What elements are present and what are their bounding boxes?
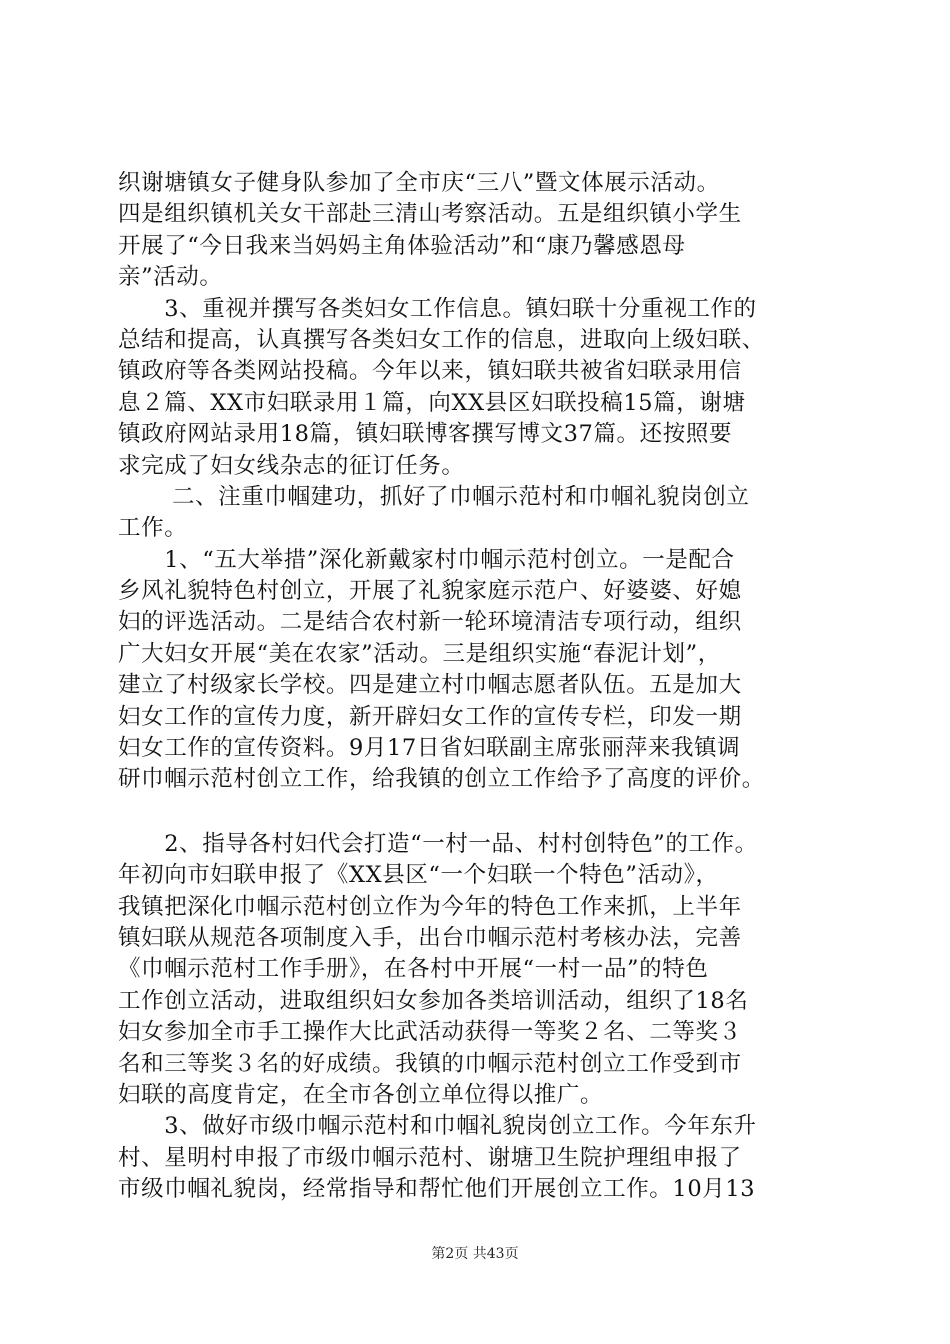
document-body	[118, 168, 834, 1206]
text-line: 镇妇联从规范各项制度入手，出台巾帼示范村考核办法，完善	[118, 924, 742, 951]
text-line: 3、重视并撰写各类妇女工作信息。镇妇联十分重视工作的	[118, 295, 757, 322]
text-line: 息２篇、XX市妇联录用１篇，向XX县区妇联投稿15篇，谢塘	[118, 389, 746, 416]
text-line: 镇政府等各类网站投稿。今年以来，镇妇联共被省妇联录用信	[118, 358, 742, 385]
text-line: 求完成了妇女线杂志的征订任务。	[118, 452, 465, 479]
text-line: 年初向市妇联申报了《XX县区“一个妇联一个特色”活动》，	[118, 862, 719, 889]
text-line: 广大妇女开展“美在农家”活动。三是组织实施“春泥计划”，	[118, 640, 721, 667]
text-line: 村、星明村申报了市级巾帼示范村、谢塘卫生院护理组申报了	[118, 1144, 742, 1171]
text-block-1	[118, 168, 834, 796]
text-line: 二、注重巾帼建功，抓好了巾帼示范村和巾帼礼貌岗创立	[118, 483, 750, 510]
text-line: 《巾帼示范村工作手册》，在各村中开展“一村一品”的特色	[118, 956, 709, 983]
text-line: 镇政府网站录用18篇，镇妇联博客撰写博文37篇。还按照要	[118, 421, 733, 448]
text-line: 亲”活动。	[118, 264, 223, 291]
text-line: 妇女参加全市手工操作大比武活动获得一等奖２名、二等奖３	[118, 1019, 742, 1046]
text-line: 建立了村级家长学校。四是建立村巾帼志愿者队伍。五是加大	[118, 672, 742, 699]
text-line: 市级巾帼礼貌岗，经常指导和帮忙他们开展创立工作。10月13	[118, 1176, 756, 1203]
text-line: 我镇把深化巾帼示范村创立作为今年的特色工作来抓，上半年	[118, 893, 742, 920]
paragraph-gap	[118, 796, 834, 829]
text-line: 妇联的高度肯定，在全市各创立单位得以推广。	[118, 1081, 604, 1108]
text-line: 妇女工作的宣传力度，新开辟妇女工作的宣传专栏，印发一期	[118, 703, 742, 730]
text-line: 乡风礼貌特色村创立，开展了礼貌家庭示范户、好婆婆、好媳	[118, 578, 742, 605]
text-line: 妇女工作的宣传资料。9月17日省妇联副主席张丽萍来我镇调	[118, 735, 741, 762]
text-line: 2、指导各村妇代会打造“一村一品、村村创特色”的工作。	[118, 830, 758, 857]
text-line: 名和三等奖３名的好成绩。我镇的巾帼示范村创立工作受到市	[118, 1050, 742, 1077]
text-line: 妇的评选活动。二是结合农村新一轮环境清洁专项行动，组织	[118, 609, 742, 636]
text-line: 四是组织镇机关女干部赴三清山考察活动。五是组织镇小学生	[118, 201, 742, 228]
text-line: 开展了“今日我来当妈妈主角体验活动”和“康乃馨感恩母	[118, 232, 686, 259]
text-line: 工作。	[118, 515, 188, 542]
text-line: 总结和提高，认真撰写各类妇女工作的信息，进取向上级妇联、	[118, 326, 765, 353]
text-line: 3、做好市级巾帼示范村和巾帼礼貌岗创立工作。今年东升	[118, 1113, 757, 1140]
text-line: 1、“五大举措”深化新戴家村巾帼示范村创立。一是配合	[118, 546, 735, 573]
text-line: 研巾帼示范村创立工作，给我镇的创立工作给予了高度的评价。	[118, 766, 765, 793]
text-line: 织谢塘镇女子健身队参加了全市庆“三八”暨文体展示活动。	[118, 170, 720, 196]
page-footer: 第2页 共43页	[431, 1246, 519, 1262]
text-block-2	[118, 829, 834, 1206]
text-line: 工作创立活动，进取组织妇女参加各类培训活动，组织了18名	[118, 987, 749, 1014]
